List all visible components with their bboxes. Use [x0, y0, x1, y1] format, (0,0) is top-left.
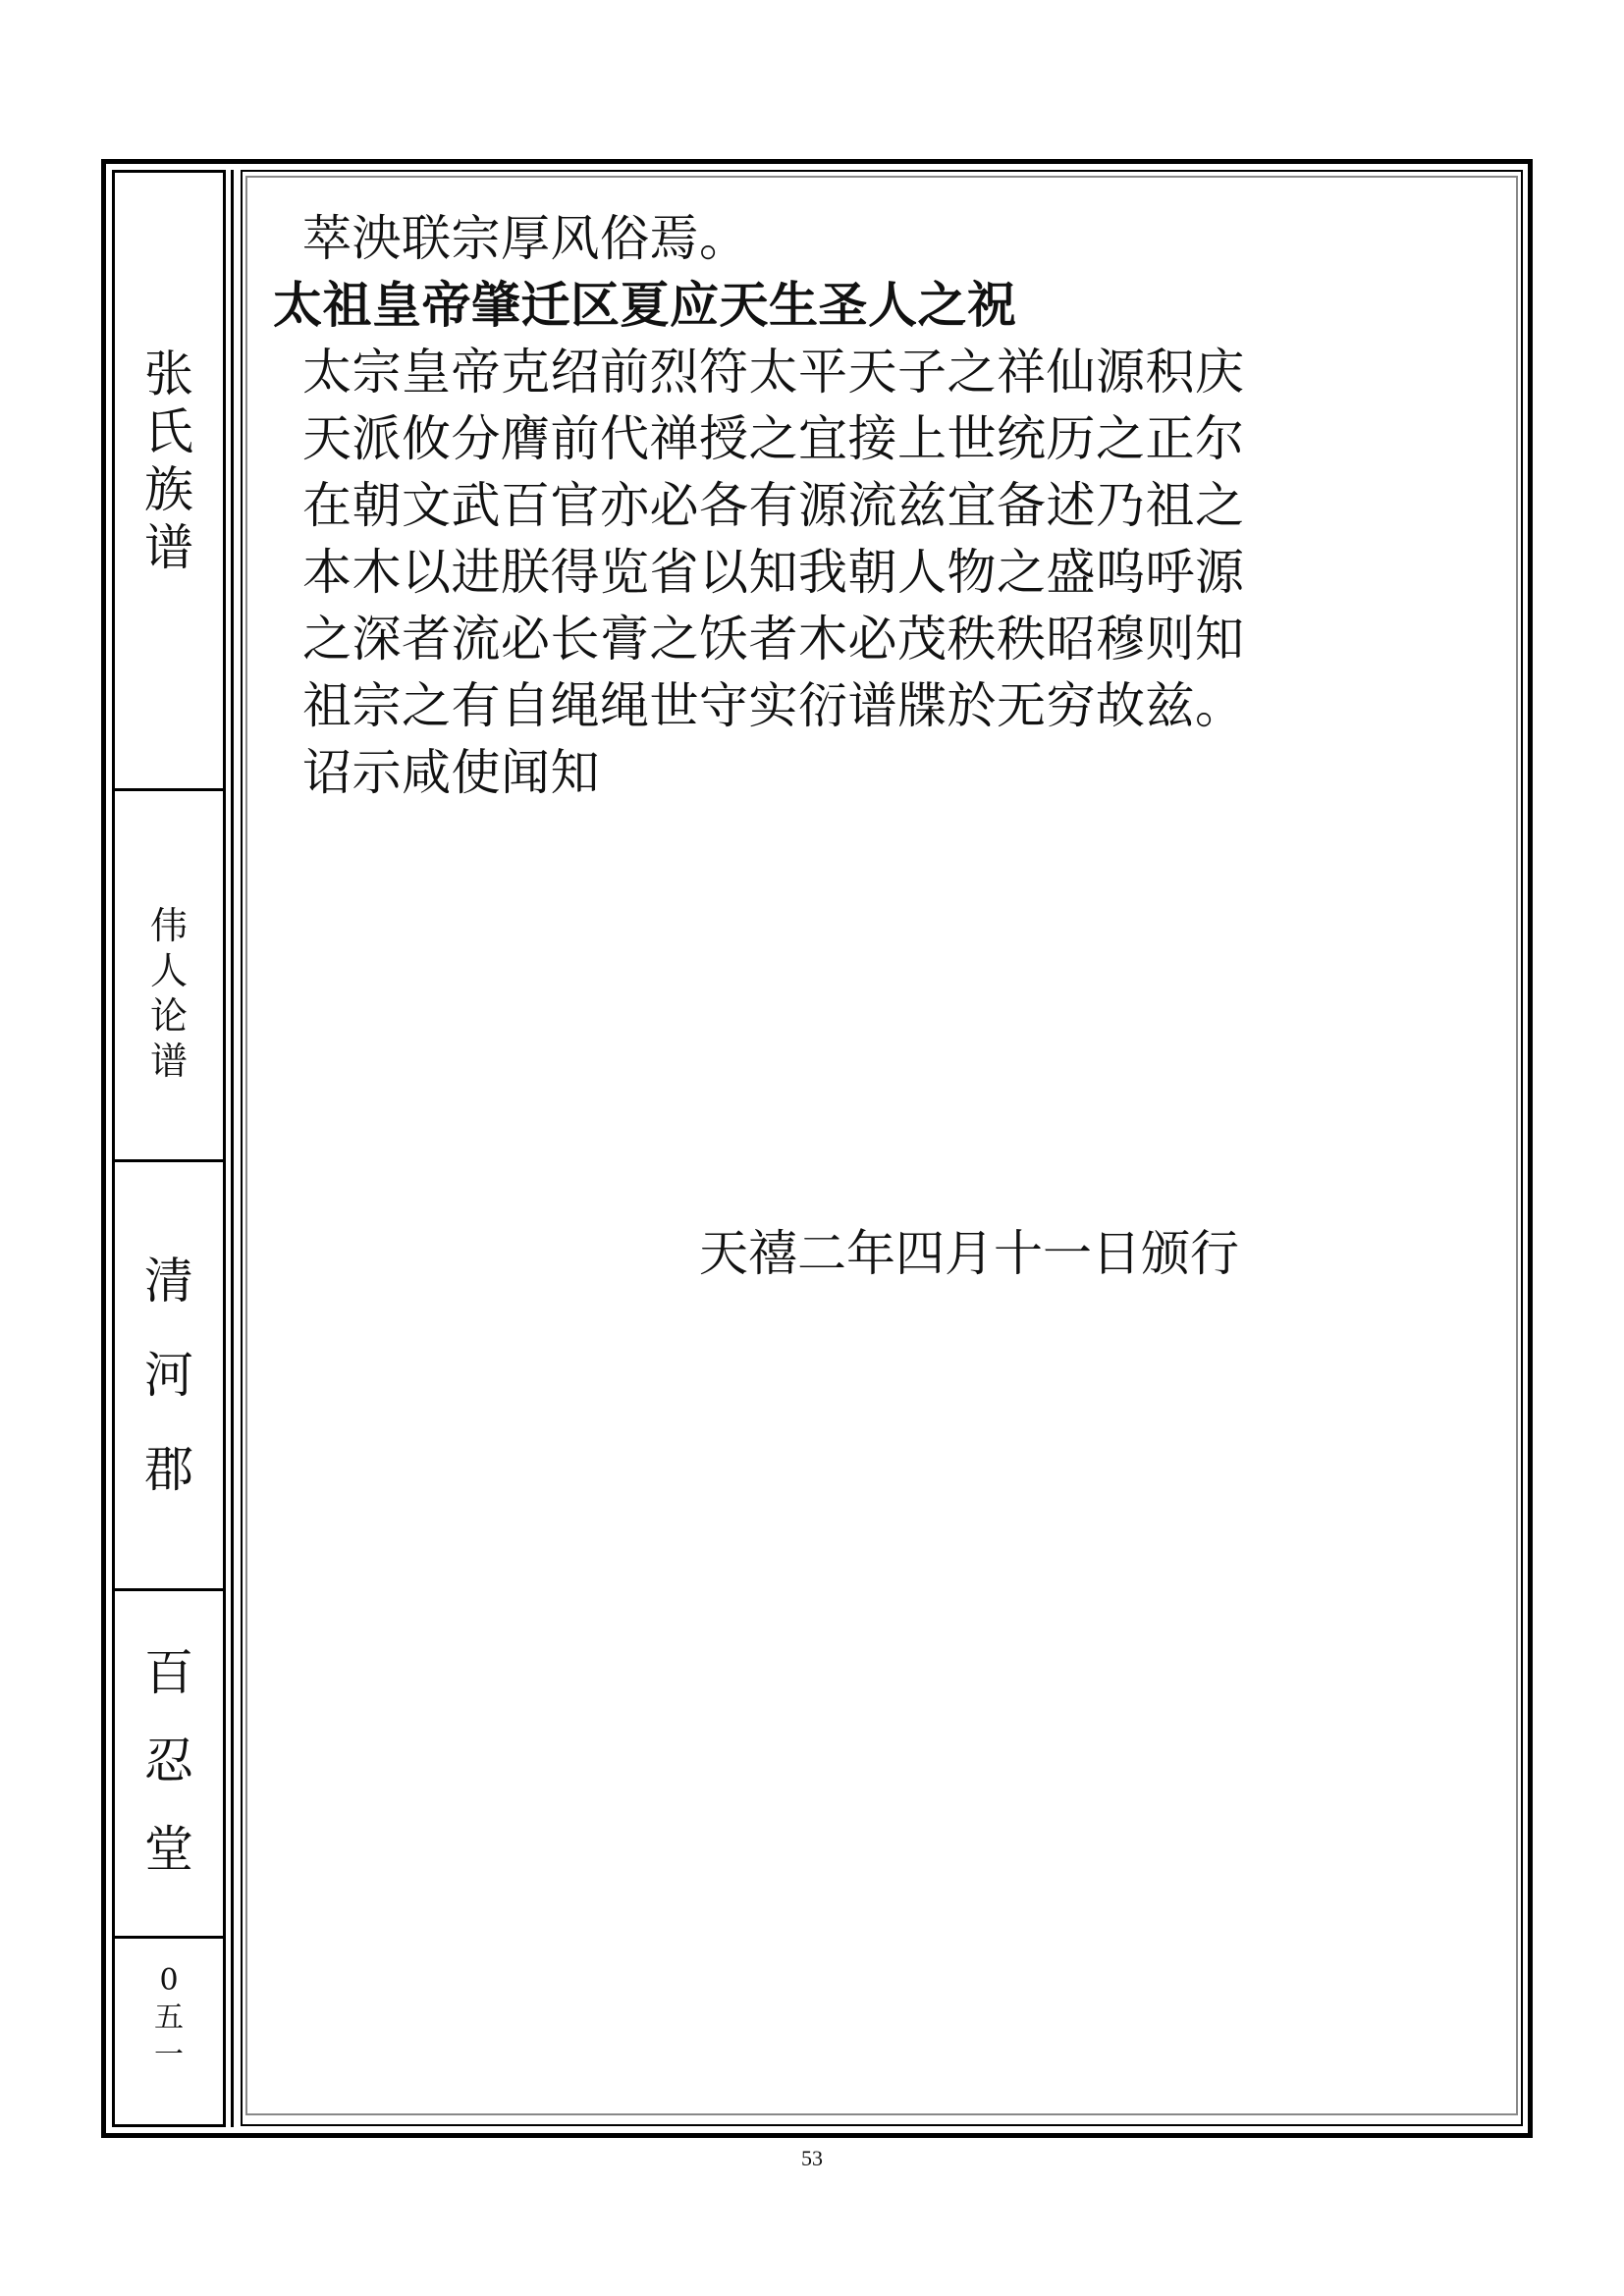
section-char: 谱 — [149, 1040, 188, 1083]
hall-char: 堂 — [144, 1821, 193, 1878]
text-heading: 太祖皇帝肇迁区夏应天生圣人之祝 — [273, 277, 1017, 334]
sidebar-section — [115, 791, 223, 1162]
text-line: 太宗皇帝克绍前烈符太平天子之祥仙源积庆 — [302, 344, 1245, 400]
text-line: 萃泱联宗厚风俗焉。 — [302, 210, 749, 267]
hall-char: 百 — [144, 1644, 193, 1701]
text-line: 在朝文武百官亦必各有源流兹宜备述乃祖之 — [302, 477, 1245, 534]
sidebar-book-title — [115, 173, 223, 791]
book-title-char: 谱 — [144, 519, 193, 576]
section-char: 人 — [149, 949, 188, 992]
book-title-char: 族 — [144, 461, 193, 518]
page-number: 53 — [801, 2146, 823, 2170]
page-frame — [101, 159, 1533, 2138]
book-title-char: 张 — [144, 346, 193, 402]
page-code-char: 五 — [154, 2001, 184, 2035]
text-line: 天派攸分膺前代禅授之宜接上世统历之正尔 — [302, 410, 1245, 467]
text-line: 本木以进朕得览省以知我朝人物之盛呜呼源 — [302, 544, 1245, 601]
commandery-char: 郡 — [144, 1441, 193, 1498]
sidebar-commandery — [115, 1162, 223, 1591]
body-text — [273, 205, 1520, 806]
section-char: 伟 — [149, 904, 188, 947]
commandery-char: 清 — [144, 1253, 193, 1309]
hall-char: 忍 — [144, 1733, 193, 1789]
date-line: 天禧二年四月十一日颁行 — [699, 1225, 1239, 1282]
page-code-char: 0 — [159, 1963, 179, 1998]
column-divider — [231, 170, 234, 2127]
text-line: 之深者流必长膏之饫者木必茂秩秩昭穆则知 — [302, 611, 1245, 667]
text-line: 诏示咸使闻知 — [302, 744, 600, 801]
sidebar-hall — [115, 1591, 223, 1939]
section-char: 论 — [149, 994, 188, 1038]
sidebar-page-code — [115, 1939, 223, 2124]
sidebar — [112, 170, 226, 2127]
text-line: 祖宗之有自绳绳世守实衍谱牒於无穷故兹。 — [302, 677, 1245, 734]
commandery-char: 河 — [144, 1347, 193, 1404]
book-title-char: 氏 — [144, 403, 193, 460]
page-code-char: 一 — [154, 2038, 184, 2072]
